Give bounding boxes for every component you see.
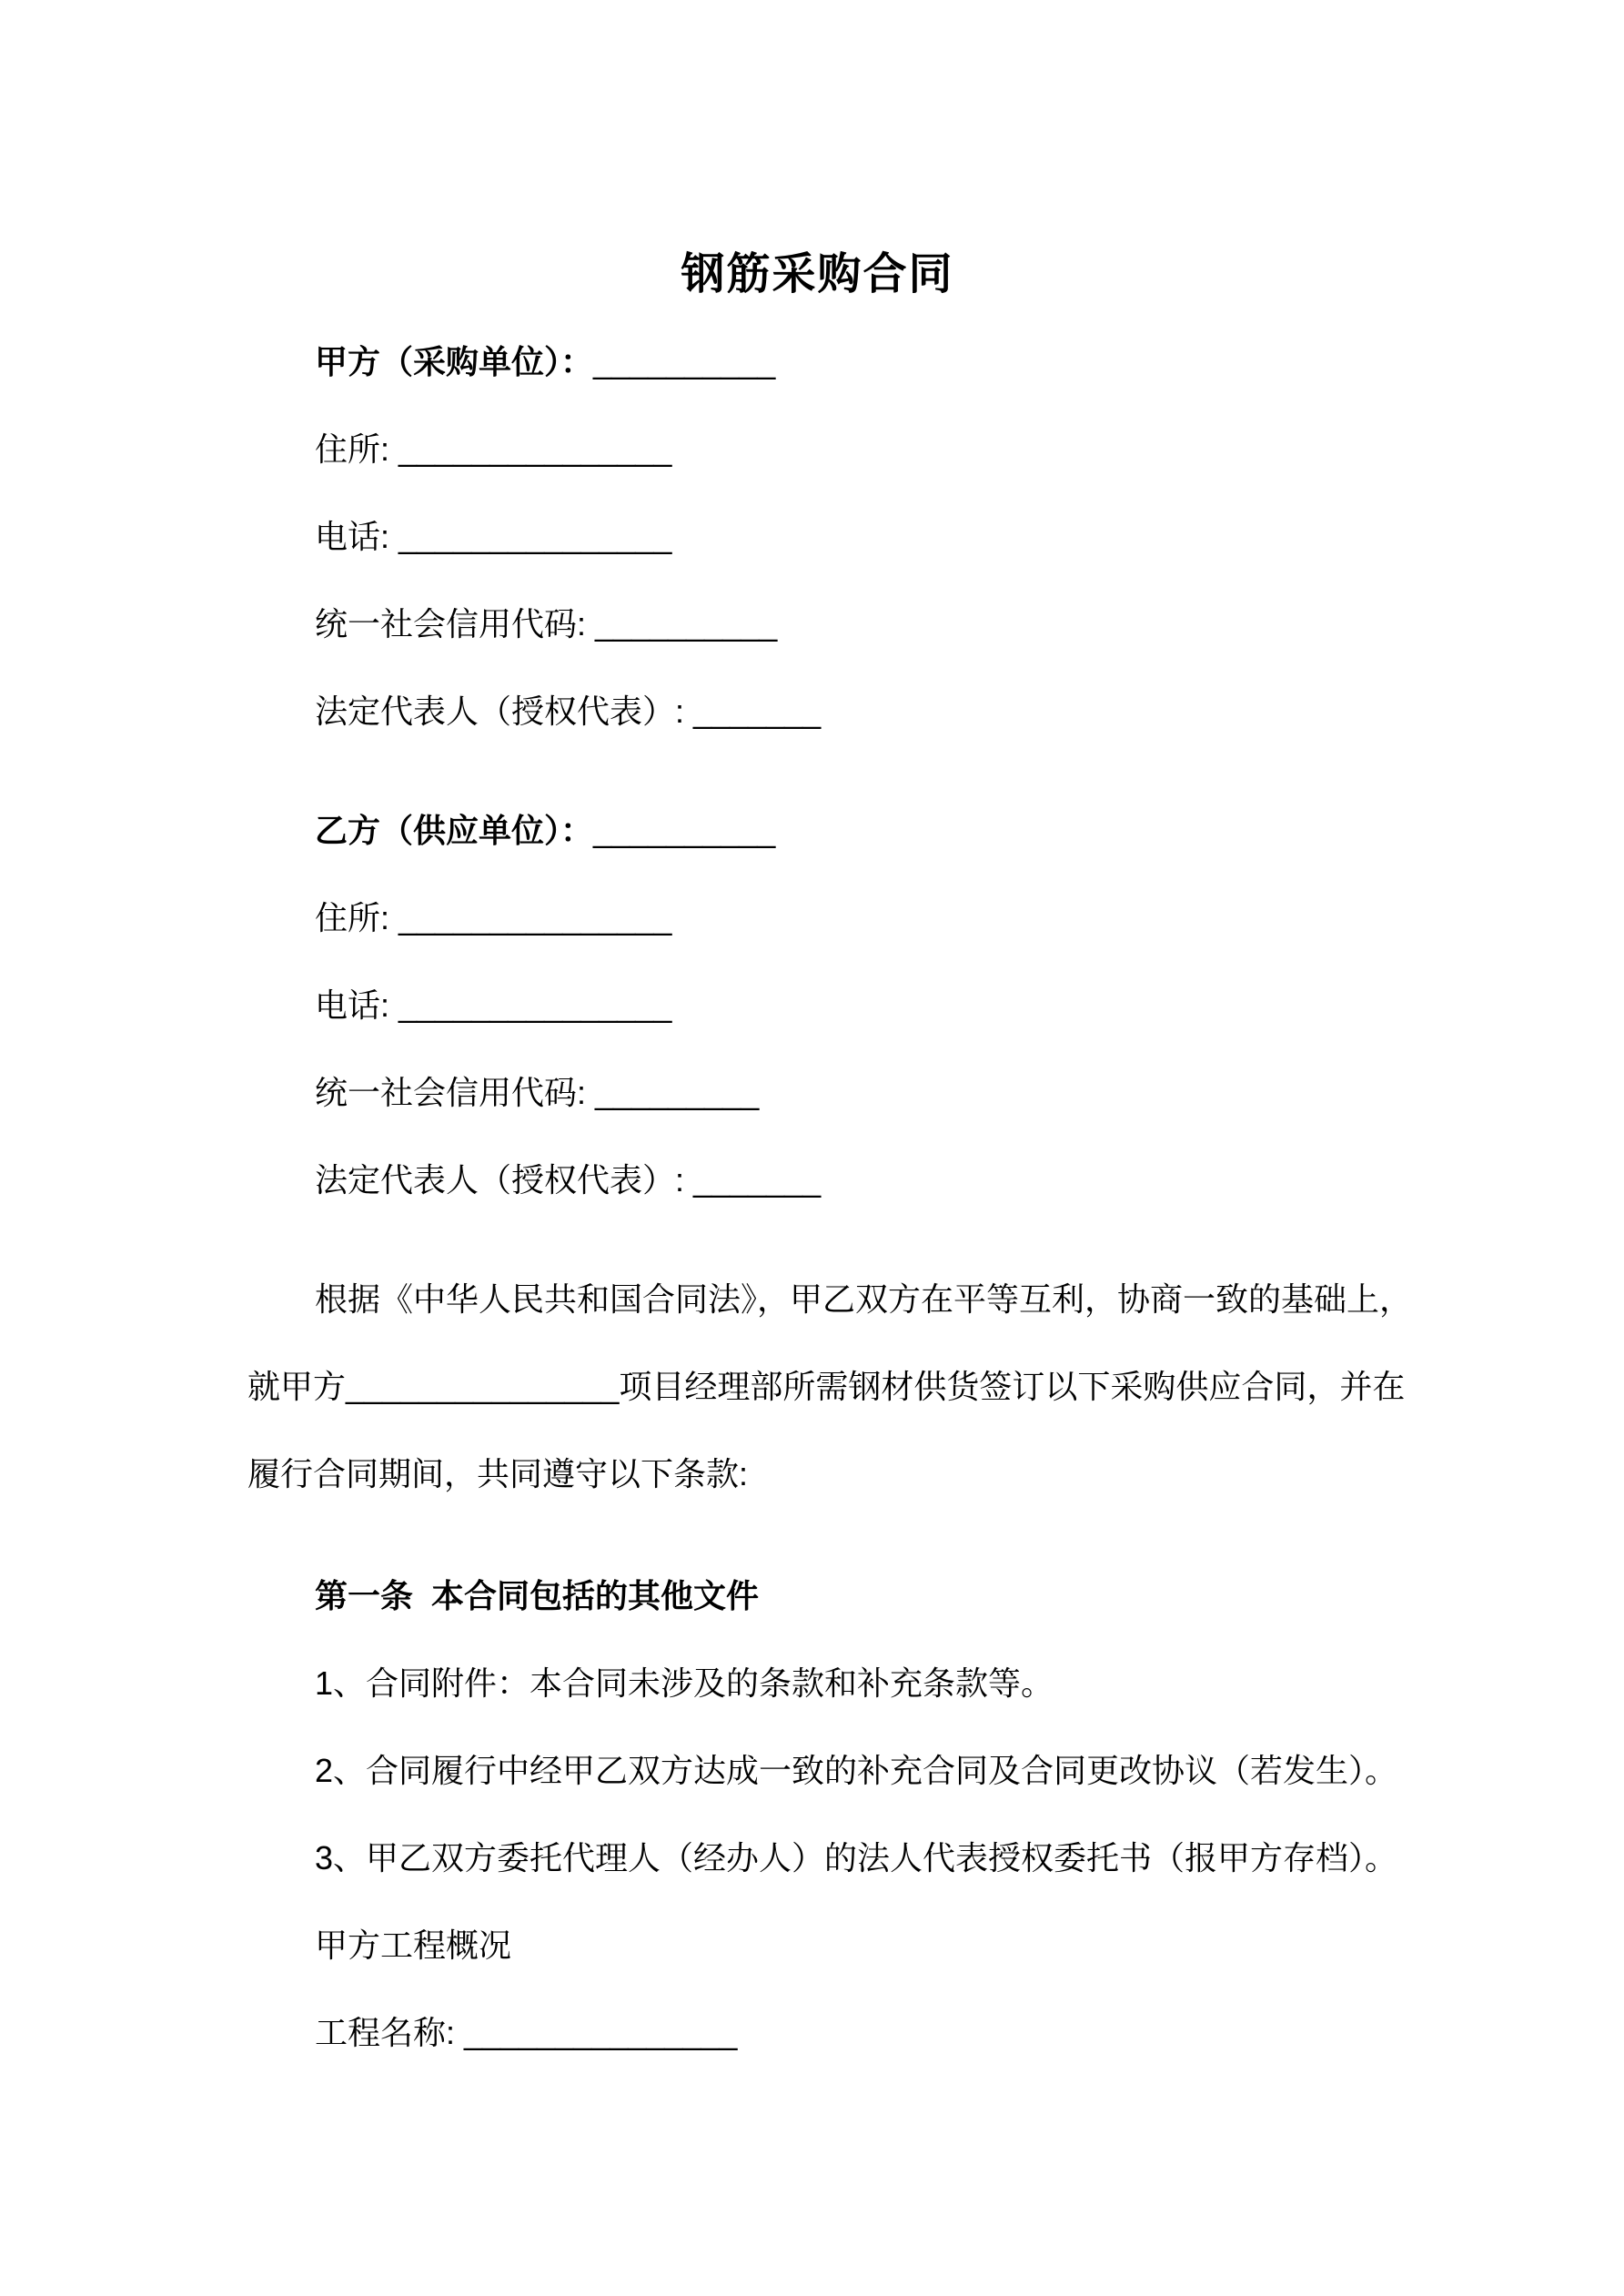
party-a-field-credit-code	[247, 581, 1387, 668]
party-b-field-credit-code	[247, 1049, 1387, 1137]
project-overview-label: 甲方工程概况	[315, 1927, 512, 1964]
field-label: 法定代表人（授权代表）:	[315, 1161, 694, 1199]
intro-line-2-suffix: 项目经理部所需钢材供货签订以下采购供应合同，并在	[619, 1368, 1406, 1405]
document-title: 钢筋采购合同	[681, 250, 954, 298]
party-a-field-address	[247, 406, 1387, 493]
field-blank: _______	[693, 1161, 822, 1199]
party-a-heading	[247, 319, 1387, 406]
field-blank: __________	[595, 605, 778, 642]
field-blank: _______	[693, 693, 822, 730]
field-blank: _______________	[464, 2014, 738, 2051]
party-b-field-legal-rep	[247, 1137, 1387, 1224]
party-b-heading	[247, 787, 1387, 875]
party-a-field-legal-rep	[247, 668, 1387, 755]
field-label: 工程名称:	[315, 2014, 465, 2051]
party-b-field-phone	[247, 962, 1387, 1049]
intro-line-2-blank: _______________	[346, 1368, 620, 1405]
party-a-heading-blank: __________	[593, 343, 776, 380]
field-label: 统一社会信用代码:	[315, 605, 596, 642]
field-label: 电话:	[315, 518, 399, 555]
party-a-heading-label: 甲方（采购单位）：	[315, 343, 594, 380]
project-name-field	[247, 1989, 1387, 2077]
intro-line-2	[247, 1343, 1406, 1431]
article-1-item-2: 2、合同履行中经甲乙双方达成一致的补充合同及合同更改协议（若发生）。	[315, 1752, 1398, 1789]
field-label: 统一社会信用代码:	[315, 1074, 596, 1111]
intro-line-2-prefix: 就甲方	[247, 1368, 347, 1405]
field-blank: _______________	[398, 899, 672, 936]
field-label: 住所:	[315, 430, 399, 468]
article-1-item-1: 1、合同附件：本合同未涉及的条款和补充条款等。	[315, 1664, 1054, 1702]
party-a-field-phone	[247, 493, 1387, 581]
field-blank: _______________	[398, 518, 672, 555]
field-label: 法定代表人（授权代表）:	[315, 693, 694, 730]
article-1-item-3: 3、甲乙双方委托代理人（经办人）的法人代表授权委托书（报甲方存档）。	[315, 1839, 1398, 1876]
field-blank: _______________	[398, 986, 672, 1024]
field-blank: _______________	[398, 430, 672, 468]
party-b-field-address	[247, 875, 1387, 962]
article-1-heading: 第一条 本合同包括的其他文件	[315, 1577, 760, 1614]
party-b-heading-label: 乙方（供应单位）：	[315, 812, 594, 849]
field-label: 住所:	[315, 899, 399, 936]
field-label: 电话:	[315, 986, 399, 1024]
intro-line-3: 履行合同期间，共同遵守以下条款:	[247, 1455, 749, 1492]
intro-line-1: 根据《中华人民共和国合同法》，甲乙双方在平等互利，协商一致的基础上，	[315, 1280, 1413, 1318]
field-blank: _________	[595, 1074, 760, 1111]
party-b-heading-blank: __________	[593, 812, 776, 849]
